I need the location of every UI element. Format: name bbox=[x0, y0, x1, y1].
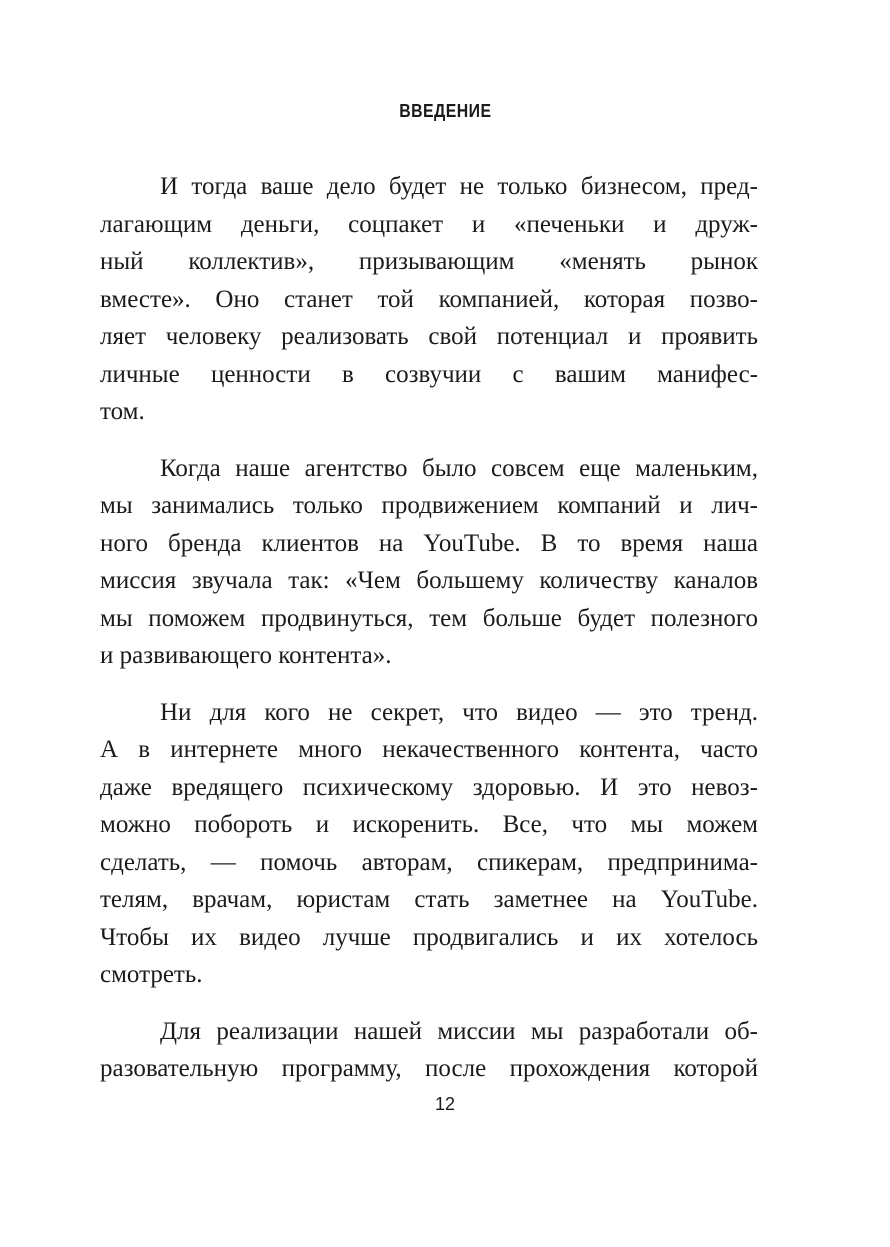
text-line: А в интернете много некачественного контента, часто bbox=[100, 736, 758, 763]
text-line: личные ценности в созвучии с вашим манифес- bbox=[100, 360, 758, 388]
page-number: 12 bbox=[434, 1094, 456, 1114]
text-line: том. bbox=[100, 398, 145, 425]
text-line: миссия звучала так: «Чем большему количеству каналов bbox=[100, 567, 758, 594]
text-line: мы занимались только продвижением компаний и лич- bbox=[100, 492, 758, 519]
text-line: можно побороть и искоренить. Все, что мы можем bbox=[100, 811, 758, 838]
paragraph bbox=[100, 450, 758, 675]
chapter-title: ВВЕДЕНИЕ bbox=[398, 101, 492, 121]
text-line: и развивающего контента». bbox=[100, 642, 392, 669]
text-line: разовательную программу, после прохождения которой bbox=[100, 1055, 758, 1082]
paragraph bbox=[100, 168, 758, 431]
text-line: вместе». Оно станет той компанией, которая позво- bbox=[100, 285, 758, 313]
paragraph bbox=[100, 1013, 758, 1088]
text-line: Когда наше агентство было совсем еще маленьким, bbox=[160, 454, 758, 482]
text-line: ляет человеку реализовать свой потенциал и проявить bbox=[100, 323, 758, 350]
text-line: ного бренда клиентов на YouTube. В то время наша bbox=[100, 529, 758, 557]
page-body bbox=[100, 168, 758, 1088]
text-line: мы поможем продвинуться, тем больше будет полезного bbox=[100, 604, 758, 632]
text-line: смотреть. bbox=[100, 961, 203, 988]
text-line: Для реализации нашей миссии мы разработали об- bbox=[160, 1017, 758, 1045]
text-line: ный коллектив», призывающим «менять рынок bbox=[100, 248, 758, 275]
text-line: даже вредящего психическому здоровью. И это невоз- bbox=[100, 773, 758, 801]
paragraph bbox=[100, 694, 758, 994]
text-line: Ни для кого не секрет, что видео — это тренд. bbox=[160, 698, 758, 726]
text-line: лагающим деньги, соцпакет и «печеньки и друж- bbox=[100, 210, 758, 238]
text-line: Чтобы их видео лучше продвигались и их хотелось bbox=[100, 923, 758, 951]
text-line: И тогда ваше дело будет не только бизнесом, пред- bbox=[160, 173, 758, 200]
text-line: сделать, — помочь авторам, спикерам, предпринима- bbox=[100, 848, 758, 876]
text-line: телям, врачам, юристам стать заметнее на YouTube. bbox=[100, 886, 758, 913]
chapter-header bbox=[0, 101, 890, 122]
